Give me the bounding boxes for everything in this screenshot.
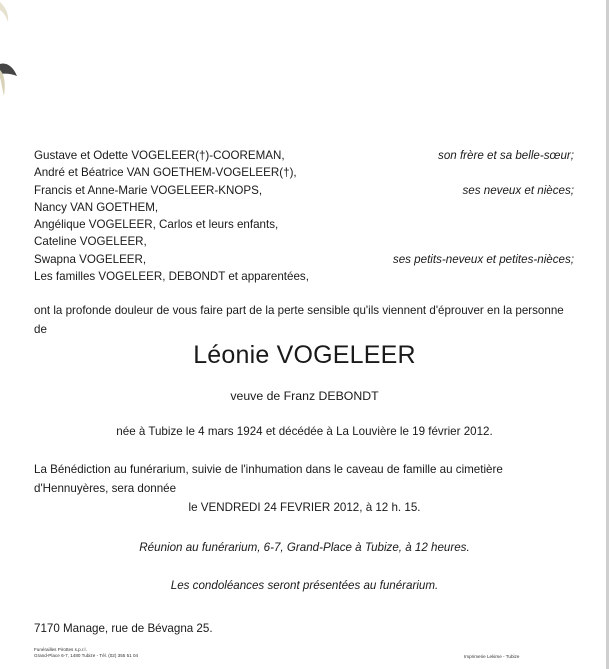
funeral-home-address: Grand-Place 6-7, 1480 Tubize - Tél. (02) 355 51 04: [34, 653, 139, 658]
condolences-info: Les condoléances seront présentées au funérarium.: [170, 579, 439, 592]
family-relation: ses neveux et nièces;: [462, 183, 574, 197]
flower-decoration-icon: [0, 0, 30, 100]
family-member-name: Nancy VAN GOETHEM,: [34, 200, 159, 214]
family-member-name: Cateline VOGELEER,: [34, 235, 147, 249]
funeral-home-info: [34, 647, 138, 659]
ceremony-text: La Bénédiction au funérarium, suivie de l'inhumation dans le caveau de famille au cimetière d'Hennuyères, sera donnée: [34, 463, 503, 495]
widow-of: veuve de Franz DEBONDT: [230, 389, 379, 403]
family-row: [34, 201, 574, 218]
ceremony-datetime: le VENDREDI 24 FEVRIER 2012, à 12 h. 15.: [188, 501, 421, 514]
printer-credit: Imprimerie Lekime - Tubize: [464, 654, 520, 659]
family-list: [34, 149, 574, 287]
family-member-name: Gustave et Odette VOGELEER(†)-COOREMAN,: [34, 149, 285, 162]
deceased-name: Léonie VOGELEER: [193, 341, 416, 369]
family-row: [34, 235, 574, 252]
family-member-name: Angélique VOGELEER, Carlos et leurs enfants,: [34, 218, 279, 232]
family-member-name: Swapna VOGELEER,: [34, 252, 147, 266]
family-row: [34, 270, 574, 287]
family-row: [34, 253, 574, 270]
family-member-name: André et Béatrice VAN GOETHEM-VOGELEER(†),: [34, 166, 297, 180]
family-address: 7170 Manage, rue de Bévagna 25.: [34, 622, 213, 635]
family-row: [34, 166, 574, 183]
family-relation: ses petits-neveux et petites-nièces;: [392, 252, 574, 266]
family-row: [34, 149, 574, 166]
meeting-info: Réunion au funérarium, 6-7, Grand-Place à Tubize, à 12 heures.: [139, 541, 470, 554]
family-row: [34, 184, 574, 201]
announcement-intro: ont la profonde douleur de vous faire part de la perte sensible qu'ils viennent d'éprouver en la personne de: [34, 304, 564, 336]
family-member-name: Les familles VOGELEER, DEBONDT et apparentées,: [34, 270, 309, 284]
birth-death-dates: née à Tubize le 4 mars 1924 et décédée à La Louvière le 19 février 2012.: [116, 425, 493, 438]
family-row: [34, 218, 574, 235]
family-relation: son frère et sa belle-sœur;: [438, 149, 574, 162]
family-member-name: Francis et Anne-Marie VOGELEER-KNOPS,: [34, 183, 263, 197]
funeral-home-name: Funérailles Pirottes s.p.r.l.: [34, 647, 87, 652]
